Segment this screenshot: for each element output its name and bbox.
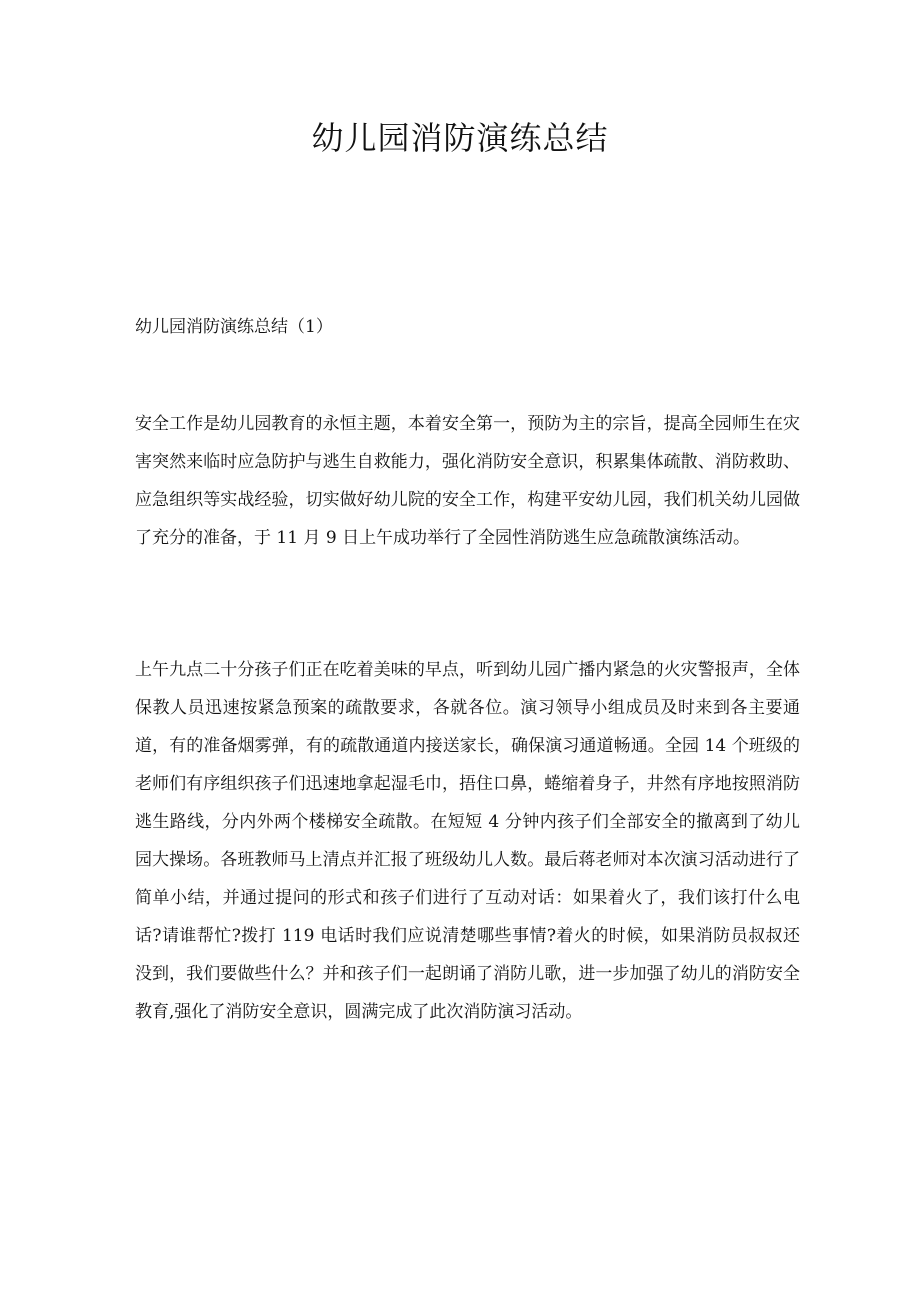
section-heading: 幼儿园消防演练总结（1） [135,317,333,337]
body-paragraph: 安全工作是幼儿园教育的永恒主题，本着安全第一，预防为主的宗旨，提高全园师生在灾害突然来临时应急防护与逃生自救能力，强化消防安全意识，积累集体疏散、消防救助、应急组织等实战经验，切实做好幼儿院的安全工作，构建平安幼儿园，我们机关幼儿园做了充分的准备，于 11 月 9 日上午成功举行了全园性消防逃生应急疏散演练活动。 [135,414,800,548]
document-title: 幼儿园消防演练总结 [311,119,609,157]
body-paragraph: 上午九点二十分孩子们正在吃着美味的早点，听到幼儿园广播内紧急的火灾警报声，全体保教人员迅速按紧急预案的疏散要求，各就各位。演习领导小组成员及时来到各主要通道，有的准备烟雾弹，有的疏散通道内接送家长，确保演习通道畅通。全园 14 个班级的老师们有序组织孩子们迅速地拿起湿毛巾，捂住口鼻，蜷缩着身子，井然有序地按照消防逃生路线，分内外两个楼梯安全疏散。在短短 4 分钟内孩子们全部安全的撤离到了幼儿园大操场。各班教师马上清点并汇报了班级幼儿人数。最后蒋老师对本次演习活动进行了简单小结，并通过提问的形式和孩子们进行了互动对话：如果着火了，我们该打什么电话?请谁帮忙?拨打 119 电话时我们应说清楚哪些事情?着火的时候，如果消防员叔叔还没到，我们要做些什么？并和孩子们一起朗诵了消防儿歌，进一步加强了幼儿的消防安全教育,强化了消防安全意识，圆满完成了此次消防演习活动。 [135,660,800,1022]
